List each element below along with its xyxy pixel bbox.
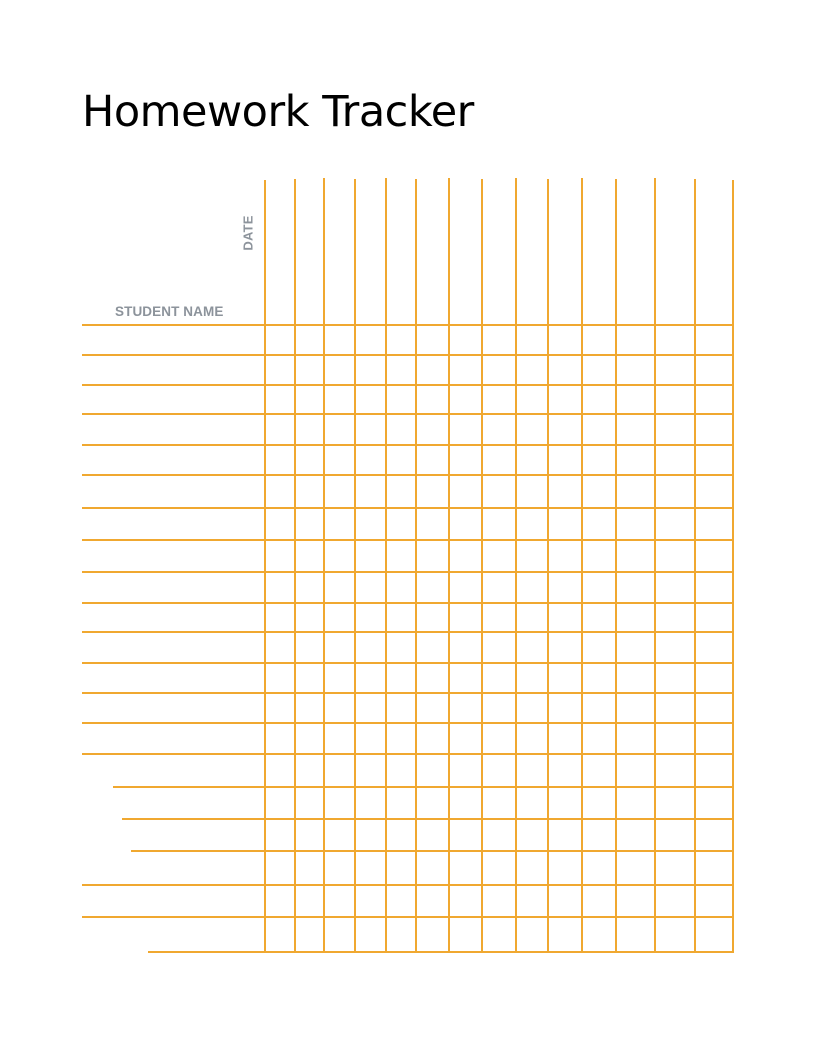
student-row-lines	[82, 325, 734, 952]
student-name-column-header: STUDENT NAME	[115, 304, 224, 319]
date-column-lines	[265, 178, 733, 952]
page-title: Homework Tracker	[82, 87, 474, 137]
date-column-header: DATE	[240, 215, 256, 251]
